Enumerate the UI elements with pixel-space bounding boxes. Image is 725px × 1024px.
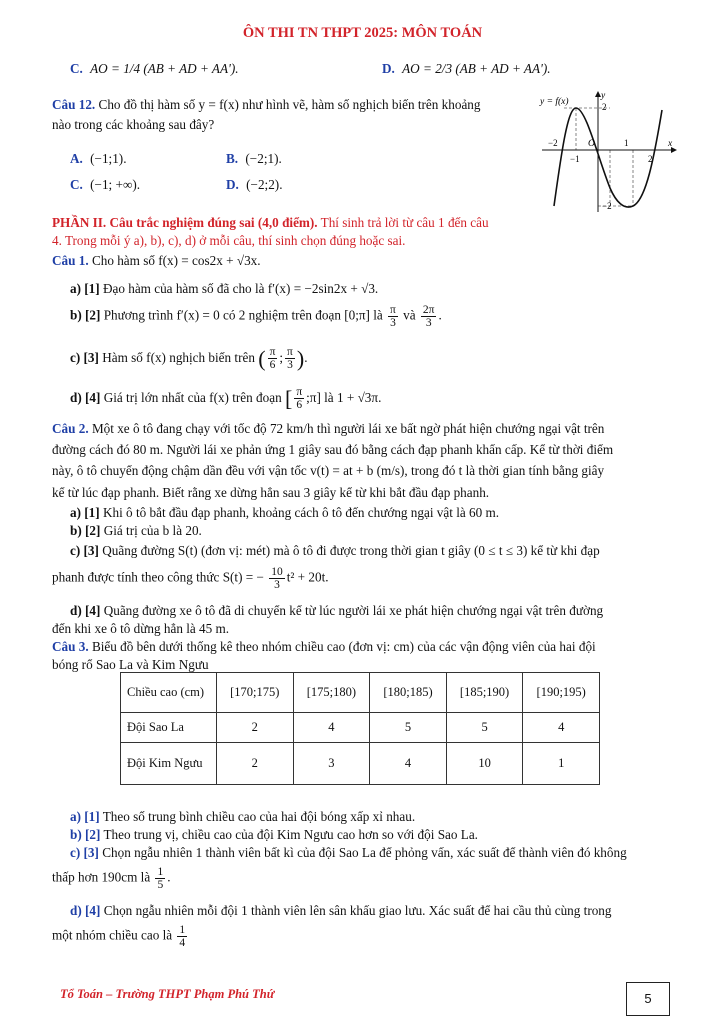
fraction-numerator: π xyxy=(287,346,293,359)
footer-school: Tổ Toán – Trường THPT Phạm Phú Thứ xyxy=(60,987,275,1001)
c3-item-d-line1 xyxy=(70,902,612,920)
option-label: C. xyxy=(70,61,83,76)
item-label: b) [2] xyxy=(70,523,101,538)
item-label: d) [4] xyxy=(70,903,101,918)
fraction xyxy=(269,566,285,591)
c1-item-b: b) [2] Phương trình f′(x) = 0 có 2 nghiệm trên đoạn [0;π] là $\frac{\pi}{3}$ và $\frac{2\pi}{3}$ . xyxy=(70,304,442,330)
item-text: Giá trị của b là 20. xyxy=(103,523,202,538)
fraction-denominator: 6 xyxy=(269,359,276,372)
height-distribution-table xyxy=(120,672,600,785)
item-text: Theo số trung bình chiều cao của hai đội bóng xấp xỉ nhau. xyxy=(102,809,416,824)
curve-label: y = f(x) xyxy=(540,97,569,107)
fraction-numerator: 1 xyxy=(179,924,186,936)
fraction xyxy=(388,304,398,329)
c3-para-line1 xyxy=(52,638,596,656)
table-header-cell: [180;185) xyxy=(370,673,447,713)
c2-para-line4: kể từ lúc đạp phanh. Biết rằng xe dừng hẳn sau 3 giây kể từ khi bắt đầu đạp phanh. xyxy=(52,485,490,500)
fraction xyxy=(268,346,278,371)
table-header-cell: [190;195) xyxy=(523,673,600,713)
c2-item-b xyxy=(70,522,202,540)
fraction xyxy=(294,386,304,411)
tick-label: 1 xyxy=(624,138,629,148)
fraction xyxy=(177,924,187,949)
fraction xyxy=(155,866,165,891)
table-cell: 10 xyxy=(446,743,523,785)
fraction xyxy=(285,346,295,371)
question-label: Câu 1. xyxy=(52,253,89,268)
c2-para-line1 xyxy=(52,420,604,438)
c3-item-d-line2 xyxy=(52,924,189,949)
item-text: Chọn ngẫu nhiên 1 thành viên bất kì của đội Sao La để phỏng vấn, xác suất để thành viên đó không xyxy=(102,845,627,860)
function-graph xyxy=(538,88,680,216)
q12-option-b xyxy=(226,150,282,168)
fraction-numerator: 10 xyxy=(271,566,283,578)
item-label: a) [1] xyxy=(70,281,100,296)
item-text: Giá trị lớn nhất của f(x) trên đoạn xyxy=(103,389,282,405)
c2-item-a xyxy=(70,504,499,522)
item-text: Hàm số f(x) nghịch biến trên xyxy=(102,349,255,365)
item-text: Phương trình f′(x) = 0 có 2 nghiệm trên đoạn [0;π] là xyxy=(103,307,383,323)
x-axis-label: x xyxy=(668,139,673,149)
table-cell: 1 xyxy=(523,743,600,785)
c1-stem xyxy=(52,252,261,270)
prev-option-d xyxy=(382,60,551,78)
item-text: một nhóm chiều cao là xyxy=(52,927,173,943)
part2-instructions: Thí sinh trả lời từ câu 1 đến câu xyxy=(320,215,489,230)
page-title: ÔN THI TN THPT 2025: MÔN TOÁN xyxy=(242,25,483,41)
c2-item-c-line2 xyxy=(52,566,329,591)
c3-item-c-line1 xyxy=(70,844,627,862)
fraction-denominator: 5 xyxy=(157,879,164,892)
question-text: Cho đồ thị hàm số y = f(x) như hình vẽ, hàm số nghịch biến trên khoảng xyxy=(98,97,481,112)
option-text: (−1;1). xyxy=(90,151,127,166)
table-row xyxy=(121,713,600,743)
option-text: (−1; +∞). xyxy=(90,177,141,192)
table-row-header: Đội Kim Ngưu xyxy=(121,743,217,785)
option-label: D. xyxy=(226,177,239,192)
item-label: b) [2] xyxy=(70,827,101,842)
fraction-numerator: π xyxy=(269,346,276,359)
question-text: Một xe ô tô đang chạy với tốc độ 72 km/h thì người lái xe bất ngờ phát hiện chướng ngại vật trên xyxy=(91,421,605,436)
item-text: Khi ô tô bắt đầu đạp phanh, khoảng cách ô tô đến chướng ngại vật là 60 m. xyxy=(102,505,500,520)
item-text: Chọn ngẫu nhiên mỗi đội 1 thành viên lên sân khấu giao lưu. Xác suất để hai cầu thủ cùng trong xyxy=(103,903,612,918)
table-cell: 2 xyxy=(217,743,294,785)
item-text-end: ;π] là 1 + √3π. xyxy=(306,389,382,405)
item-label: a) [1] xyxy=(70,809,100,824)
q12-stem-line2: nào trong các khoảng sau đây? xyxy=(52,117,215,132)
c3-item-b xyxy=(70,826,478,844)
table-header-cell: [185;190) xyxy=(446,673,523,713)
question-label: Câu 2. xyxy=(52,421,89,436)
question-text: Cho hàm số f(x) = cos2x + √3x. xyxy=(91,253,261,268)
origin-label: O xyxy=(588,139,595,149)
tick-label: −2 xyxy=(602,201,612,211)
prev-option-c xyxy=(70,60,239,78)
table-cell: 5 xyxy=(370,713,447,743)
fraction-denominator: 3 xyxy=(274,579,280,592)
option-label: B. xyxy=(226,151,239,166)
table-cell: 5 xyxy=(446,713,523,743)
question-label: Câu 12. xyxy=(52,97,96,112)
option-label: D. xyxy=(382,61,395,76)
option-text: (−2;2). xyxy=(246,177,283,192)
option-text: AO = 2/3 (AB + AD + AA'). xyxy=(402,61,551,76)
item-label: d) [4] xyxy=(70,603,101,618)
part2-heading: PHẦN II. Câu trắc nghiệm đúng sai (4,0 điểm). xyxy=(52,215,318,230)
c3-para-line2: bóng rổ Sao La và Kim Ngưu xyxy=(52,657,209,672)
c2-item-c-line1 xyxy=(70,542,600,560)
part2-heading-line1 xyxy=(52,214,489,232)
tick-label: −2 xyxy=(548,138,558,148)
item-text: thấp hơn 190cm là xyxy=(52,869,151,885)
y-axis-label: y xyxy=(601,91,606,101)
tick-label: 2 xyxy=(602,102,607,112)
table-header-cell: [170;175) xyxy=(217,673,294,713)
fraction-numerator: 1 xyxy=(157,866,164,878)
fraction-denominator: 3 xyxy=(390,317,396,330)
c3-item-a xyxy=(70,808,415,826)
table-header-cell: [175;180) xyxy=(293,673,370,713)
table-cell: 4 xyxy=(370,743,447,785)
question-label: Câu 3. xyxy=(52,639,89,654)
table-cell: 3 xyxy=(293,743,370,785)
option-label: C. xyxy=(70,177,83,192)
table-cell: 4 xyxy=(293,713,370,743)
tick-label: 2 xyxy=(648,154,653,164)
c2-item-d-line2: đến khi xe ô tô dừng hẳn là 45 m. xyxy=(52,621,230,636)
question-text: Biểu đồ bên dưới thống kê theo nhóm chiều cao (đơn vị: cm) của các vận động viên của hai đội xyxy=(91,639,596,654)
c2-para-line2: đường cách đó 80 m. Người lái xe phản ứng 1 giây sau đó bằng cách đạp phanh khẩn cấp. Kể từ thời điểm xyxy=(52,442,614,457)
fraction-numerator: π xyxy=(296,386,303,399)
table-row xyxy=(121,743,600,785)
q12-option-a xyxy=(70,150,127,168)
q12-stem-line1 xyxy=(52,96,480,114)
item-text: Quãng đường xe ô tô đã di chuyển kể từ lúc người lái xe phát hiện chướng ngại vật trên đường xyxy=(103,603,604,618)
option-text: AO = 1/4 (AB + AD + AA'). xyxy=(90,61,239,76)
item-label: a) [1] xyxy=(70,505,100,520)
c1-item-d: d) [4] Giá trị lớn nhất của f(x) trên đoạn [ $\frac{\pi}{6}$ ;π] là 1 + √3π. xyxy=(70,386,382,412)
item-text: Quãng đường S(t) (đơn vị: mét) mà ô tô đi được trong thời gian t giây (0 ≤ t ≤ 3) kể từ khi đạp xyxy=(102,543,600,558)
connector-text: và xyxy=(403,307,416,323)
c2-item-d-line1 xyxy=(70,602,603,620)
item-label: b) [2] xyxy=(70,307,101,323)
item-text-end: t² + 20t. xyxy=(286,569,329,585)
table-cell: 4 xyxy=(523,713,600,743)
item-label: c) [3] xyxy=(70,349,99,365)
fraction-numerator: 2π xyxy=(422,304,435,316)
option-text: (−2;1). xyxy=(245,151,282,166)
fraction-denominator: 4 xyxy=(179,937,186,950)
fraction-denominator: 3 xyxy=(287,359,293,372)
c3-item-c-line2: thấp hơn 190cm là $\frac{1}{5}$ . xyxy=(52,866,171,892)
table-header-cell: Chiều cao (cm) xyxy=(121,673,217,713)
c1-item-c: c) [3] Hàm số f(x) nghịch biến trên ( $\frac{\pi}{6}$ ; $\frac{\pi}{3}$ ). xyxy=(70,346,308,372)
table-header-row xyxy=(121,673,600,713)
c2-para-line3: này, ô tô chuyển động chậm dần đều với vận tốc v(t) = at + b (m/s), trong đó t là thời gian tính bằng giây xyxy=(52,463,605,478)
fraction xyxy=(421,304,437,329)
item-label: c) [3] xyxy=(70,543,99,558)
q12-option-d xyxy=(226,176,283,194)
tick-label: −1 xyxy=(570,154,580,164)
q12-option-c xyxy=(70,176,140,194)
item-text: Theo trung vị, chiều cao của đội Kim Ngưu cao hơn so với đội Sao La. xyxy=(103,827,478,842)
table-cell: 2 xyxy=(217,713,294,743)
item-text: Đạo hàm của hàm số đã cho là f′(x) = −2sin2x + √3. xyxy=(102,281,379,296)
fraction-numerator: π xyxy=(390,304,396,316)
item-text: phanh được tính theo công thức S(t) = − xyxy=(52,569,264,585)
c1-item-a xyxy=(70,280,378,298)
item-label: d) [4] xyxy=(70,389,101,405)
part2-instructions-line2: 4. Trong mỗi ý a), b), c), d) ở mỗi câu, thí sinh chọn đúng hoặc sai. xyxy=(52,233,406,248)
option-label: A. xyxy=(70,151,83,166)
table-row-header: Đội Sao La xyxy=(121,713,217,743)
page-number: 5 xyxy=(626,982,670,1016)
fraction-denominator: 3 xyxy=(425,317,432,330)
item-label: c) [3] xyxy=(70,845,99,860)
fraction-denominator: 6 xyxy=(296,399,303,412)
